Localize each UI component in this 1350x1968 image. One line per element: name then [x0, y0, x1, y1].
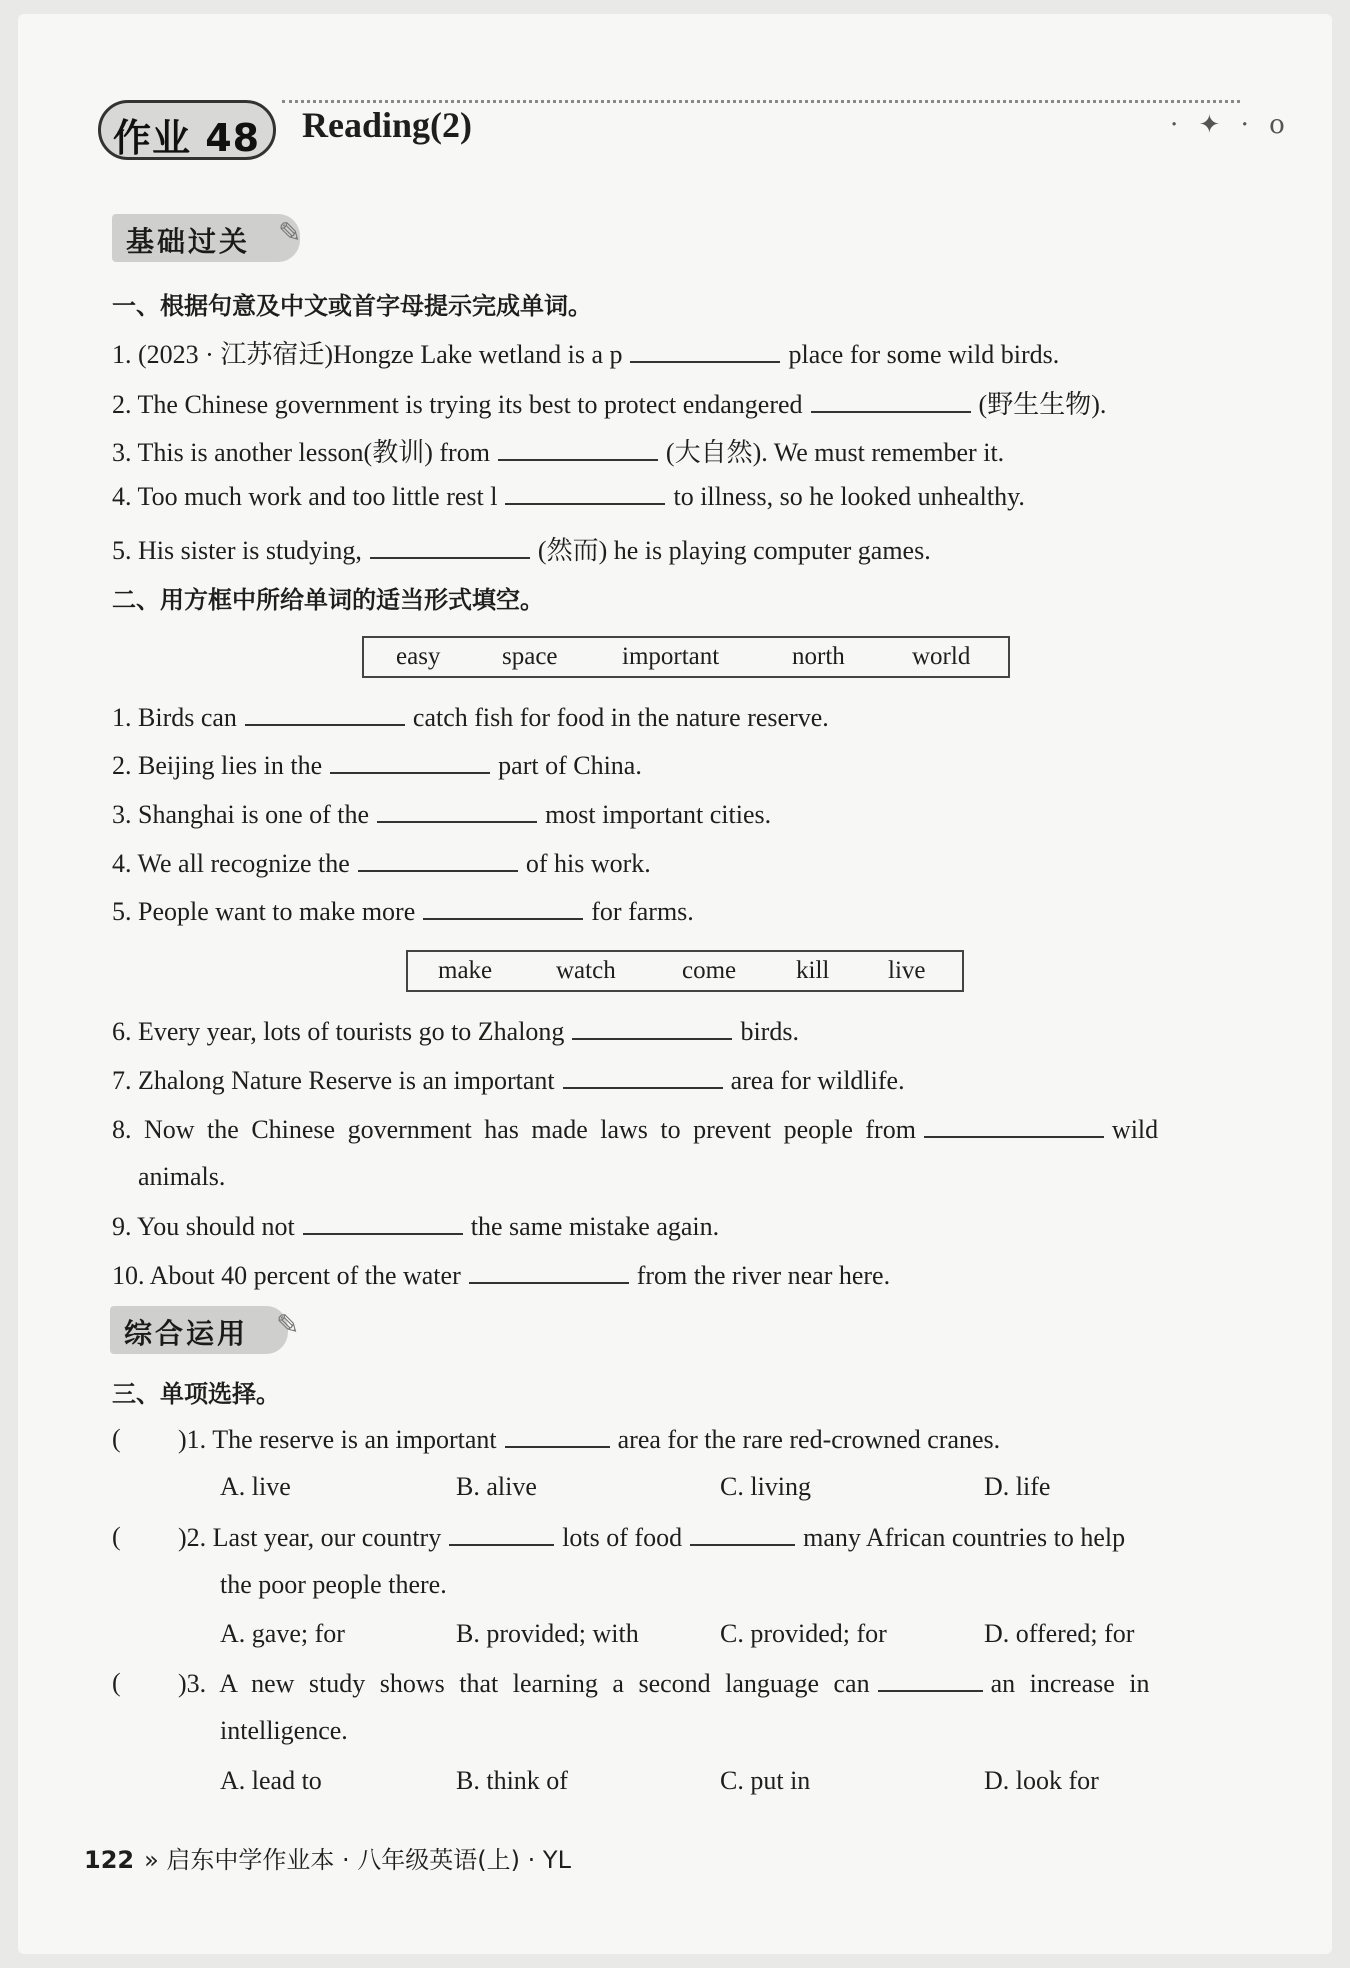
- q2-option-c[interactable]: C. provided; for: [720, 1619, 887, 1648]
- part1-item-3: 3. This is another lesson(教训) from (大自然). We must remember it.: [112, 438, 1005, 467]
- part1-heading: 一、根据句意及中文或首字母提示完成单词。: [112, 292, 592, 320]
- answer-blank[interactable]: [563, 1065, 723, 1089]
- part1-item-1: 1. (2023 · 江苏宿迁)Hongze Lake wetland is a p place for some wild birds.: [112, 340, 1060, 369]
- answer-blank[interactable]: [498, 437, 658, 461]
- answer-blank[interactable]: [469, 1260, 629, 1284]
- word-box-word: watch: [556, 957, 616, 984]
- word-box-word: north: [792, 643, 845, 670]
- section-banner-basics: [112, 214, 300, 262]
- answer-blank[interactable]: [505, 1424, 610, 1448]
- part2-item-4: 4. We all recognize the of his work.: [112, 849, 651, 878]
- answer-paren[interactable]: (: [112, 1522, 121, 1551]
- part2-item-2: 2. Beijing lies in the part of China.: [112, 751, 642, 780]
- part2-item-6: 6. Every year, lots of tourists go to Zhalong birds.: [112, 1017, 799, 1046]
- header-dotted-line: [282, 100, 1240, 103]
- answer-blank[interactable]: [572, 1016, 732, 1040]
- answer-paren[interactable]: (: [112, 1424, 121, 1453]
- part2-heading: 二、用方框中所给单词的适当形式填空。: [112, 586, 544, 614]
- question-2: )2. Last year, our country lots of food many African countries to help: [178, 1523, 1126, 1552]
- section-banner-comprehensive: [110, 1306, 288, 1354]
- part2-item-5: 5. People want to make more for farms.: [112, 897, 694, 926]
- word-box-word: easy: [396, 643, 441, 670]
- answer-blank[interactable]: [630, 339, 780, 363]
- answer-blank[interactable]: [449, 1522, 554, 1546]
- answer-blank[interactable]: [423, 896, 583, 920]
- word-box-word: live: [888, 957, 926, 984]
- answer-blank[interactable]: [370, 535, 530, 559]
- answer-blank[interactable]: [245, 702, 405, 726]
- word-box-word: world: [912, 643, 971, 670]
- part1-item-5: 5. His sister is studying, (然而) he is playing computer games.: [112, 536, 931, 565]
- answer-blank[interactable]: [358, 848, 518, 872]
- word-box-word: space: [502, 643, 558, 670]
- word-box-word: kill: [796, 957, 830, 984]
- part2-item-10: 10. About 40 percent of the water from the river near here.: [112, 1261, 891, 1290]
- footer-book-title: » 启东中学作业本 · 八年级英语(上) · YL: [144, 1846, 571, 1874]
- q1-option-b[interactable]: B. alive: [456, 1472, 537, 1501]
- answer-blank[interactable]: [303, 1211, 463, 1235]
- pencil-icon: ✎: [278, 216, 302, 249]
- q3-option-d[interactable]: D. look for: [984, 1766, 1099, 1795]
- q2-option-a[interactable]: A. gave; for: [220, 1619, 345, 1648]
- page-title: Reading(2): [302, 105, 472, 145]
- section-banner-comprehensive-label: 综合运用: [124, 1317, 249, 1350]
- decorative-sparkle-icon: · ✦ · o: [1170, 110, 1291, 140]
- q2-option-d[interactable]: D. offered; for: [984, 1619, 1135, 1648]
- sparkle-pencil-icon: ✎: [276, 1308, 300, 1341]
- question-3-continued: intelligence.: [220, 1716, 348, 1745]
- answer-blank[interactable]: [330, 750, 490, 774]
- answer-paren[interactable]: (: [112, 1668, 121, 1697]
- part1-item-4: 4. Too much work and too little rest l to illness, so he looked unhealthy.: [112, 482, 1025, 511]
- question-2-continued: the poor people there.: [220, 1570, 447, 1599]
- word-box-word: come: [682, 957, 737, 984]
- part3-heading: 三、单项选择。: [112, 1380, 280, 1408]
- q3-option-c[interactable]: C. put in: [720, 1766, 811, 1795]
- answer-blank[interactable]: [505, 481, 665, 505]
- homework-badge-label: 作业 48: [113, 116, 261, 160]
- word-box-word: make: [438, 957, 493, 984]
- homework-badge: [98, 100, 276, 160]
- part2-item-9: 9. You should not the same mistake again.: [112, 1212, 720, 1241]
- question-1: )1. The reserve is an important area for the rare red-crowned cranes.: [178, 1425, 1001, 1454]
- question-3: )3. A new study shows that learning a second language can an increase in: [178, 1669, 1150, 1698]
- part1-item-2: 2. The Chinese government is trying its best to protect endangered (野生生物).: [112, 390, 1107, 419]
- part2-item-8: 8. Now the Chinese government has made laws to prevent people from wild: [112, 1115, 1159, 1144]
- word-box-word: important: [622, 643, 720, 670]
- part2-item-8-continued: animals.: [138, 1162, 226, 1191]
- part2-item-3: 3. Shanghai is one of the most important cities.: [112, 800, 772, 829]
- answer-blank[interactable]: [924, 1114, 1104, 1138]
- q3-option-b[interactable]: B. think of: [456, 1766, 568, 1795]
- section-banner-basics-label: 基础过关: [126, 225, 251, 258]
- q1-option-d[interactable]: D. life: [984, 1472, 1051, 1501]
- word-box-2: [406, 950, 964, 992]
- answer-blank[interactable]: [690, 1522, 795, 1546]
- page-number: 122: [84, 1846, 135, 1874]
- word-box-1: [362, 636, 1010, 678]
- part2-item-7: 7. Zhalong Nature Reserve is an important area for wildlife.: [112, 1066, 905, 1095]
- page-footer: [84, 1840, 571, 1875]
- answer-blank[interactable]: [878, 1668, 983, 1692]
- answer-blank[interactable]: [377, 799, 537, 823]
- part2-item-1: 1. Birds can catch fish for food in the nature reserve.: [112, 703, 829, 732]
- answer-blank[interactable]: [811, 389, 971, 413]
- q3-option-a[interactable]: A. lead to: [220, 1766, 322, 1795]
- q1-option-a[interactable]: A. live: [220, 1472, 291, 1501]
- q2-option-b[interactable]: B. provided; with: [456, 1619, 639, 1648]
- q1-option-c[interactable]: C. living: [720, 1472, 812, 1501]
